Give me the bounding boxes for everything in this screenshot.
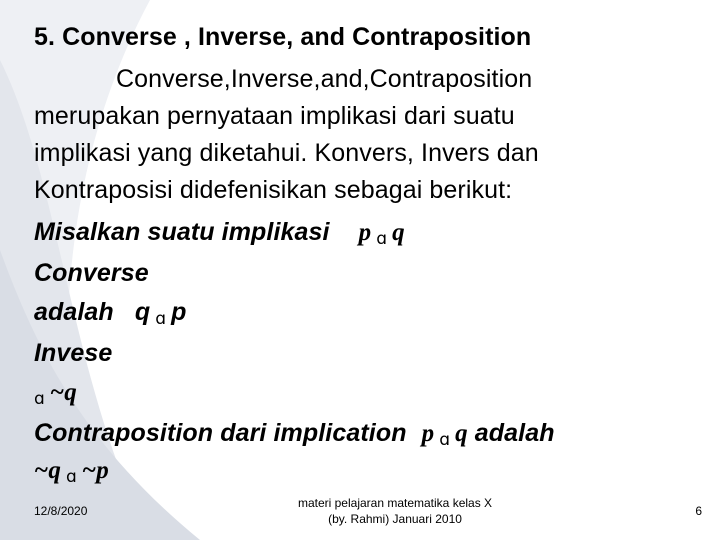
- implication-icon: ɑ: [155, 309, 167, 329]
- paragraph-line-2: merupakan pernyataan implikasi dari suatu: [34, 102, 515, 130]
- implication-icon: ɑ: [439, 430, 451, 450]
- footer-page-number: 6: [695, 504, 702, 518]
- footer-center-line-2: (by. Rahmi) Januari 2010: [328, 512, 462, 526]
- converse-line: [34, 297, 187, 334]
- contra-left: ~q: [34, 457, 61, 484]
- paragraph-line-1: Converse,Inverse,and,Contraposition: [116, 65, 533, 93]
- contra-q: q: [455, 420, 468, 447]
- misalkan-text: Misalkan suatu implikasi: [34, 218, 330, 246]
- contraposition-line: [34, 418, 555, 455]
- converse-q: q: [134, 298, 151, 326]
- implication-icon: ɑ: [65, 467, 77, 487]
- contraposition-result-line: [34, 455, 109, 492]
- var-q: q: [392, 219, 405, 246]
- converse-adalah: adalah: [34, 298, 114, 326]
- paragraph-line-3: implikasi yang diketahui. Konvers, Invers dan: [34, 139, 539, 167]
- inverse-label: Invese: [34, 339, 113, 367]
- contraposition-label: Contraposition: [34, 419, 214, 447]
- paragraph-line-4: Kontraposisi didefenisikan sebagai berikut:: [34, 176, 513, 204]
- contraposition-text: dari implication: [220, 419, 407, 447]
- var-p: p: [358, 219, 372, 246]
- converse-label: Converse: [34, 259, 149, 287]
- footer-center-line-1: materi pelajaran matematika kelas X: [297, 496, 493, 510]
- contra-p: p: [421, 420, 435, 447]
- implication-icon: ɑ: [376, 229, 388, 249]
- converse-p: p: [171, 298, 187, 326]
- contraposition-adalah: adalah: [474, 419, 555, 447]
- footer-date: 12/8/2020: [34, 504, 88, 518]
- footer-center: [280, 495, 510, 527]
- misalkan-line: [34, 217, 405, 254]
- slide-title: 5. Converse , Inverse, and Contraposition: [34, 23, 532, 51]
- inverse-expr: ~q: [49, 379, 77, 406]
- implication-icon: ɑ: [34, 389, 45, 409]
- contra-right: ~p: [81, 457, 109, 484]
- inverse-line: [34, 377, 77, 414]
